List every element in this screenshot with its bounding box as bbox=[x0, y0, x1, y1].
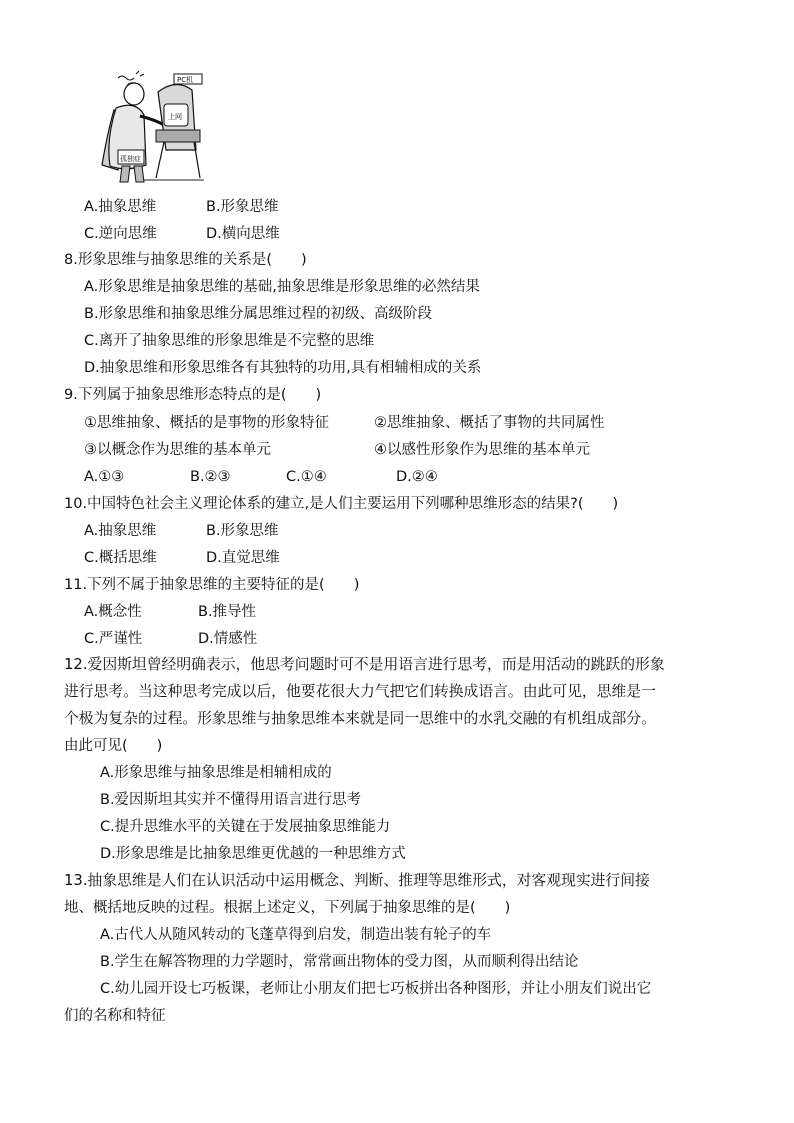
q12-option-c: C.提升思维水平的关键在于发展抽象思维能力 bbox=[100, 819, 391, 835]
q11-option-c: C.严谨性 bbox=[84, 631, 143, 647]
q11-option-a: A.概念性 bbox=[84, 604, 142, 620]
q13-option-b: B.学生在解答物理的力学题时，常常画出物体的受力图，从而顺利得出结论 bbox=[100, 954, 579, 970]
q12-stem-line4: 由此可见( ) bbox=[64, 738, 163, 754]
q9-item-3: ③以概念作为思维的基本单元 bbox=[84, 442, 271, 458]
q9-item-4: ④以感性形象作为思维的基本单元 bbox=[374, 442, 590, 458]
q9-item-1: ①思维抽象、概括的是事物的形象特征 bbox=[84, 415, 329, 431]
q7-options-row1 bbox=[84, 197, 279, 217]
q11-options-row2 bbox=[84, 629, 257, 649]
q7-option-a: A.抽象思维 bbox=[84, 199, 157, 215]
cartoon-illustration bbox=[96, 70, 206, 190]
q11-option-d: D.情感性 bbox=[198, 631, 258, 647]
q10-options-row2 bbox=[84, 548, 280, 568]
q13-stem-line1: 13.抽象思维是人们在认识活动中运用概念、判断、推理等思维形式，对客观现实进行间接 bbox=[64, 872, 650, 889]
q7-option-c: C.逆向思维 bbox=[84, 226, 157, 242]
q10-stem: 10.中国特色社会主义理论体系的建立,是人们主要运用下列哪种思维形态的结果?( ) bbox=[64, 496, 619, 512]
q7-option-d: D.横向思维 bbox=[206, 226, 280, 242]
q11-options-row1 bbox=[84, 602, 256, 622]
q9-option-b: B.②③ bbox=[190, 469, 231, 485]
q9-item-2: ②思维抽象、概括了事物的共同属性 bbox=[374, 415, 605, 431]
q12-option-d: D.形象思维是比抽象思维更优越的一种思维方式 bbox=[100, 846, 406, 862]
q8-option-c: C.离开了抽象思维的形象思维是不完整的思维 bbox=[84, 333, 375, 349]
q9-options-row bbox=[84, 467, 438, 487]
q11-option-b: B.推导性 bbox=[198, 604, 257, 620]
q9-items-row2 bbox=[84, 440, 590, 460]
q10-option-b: B.形象思维 bbox=[206, 523, 279, 539]
q10-option-a: A.抽象思维 bbox=[84, 523, 157, 539]
sign-label: PC机 bbox=[177, 76, 194, 84]
q9-items-row1 bbox=[84, 413, 605, 433]
q10-option-c: C.概括思维 bbox=[84, 550, 157, 566]
bag-label: 孤独症 bbox=[120, 155, 141, 163]
screen-label: 上网 bbox=[168, 113, 182, 121]
q7-options-row2 bbox=[84, 224, 280, 244]
q13-option-c-line1: C.幼儿园开设七巧板课，老师让小朋友们把七巧板拼出各种图形，并让小朋友们说出它 bbox=[100, 981, 652, 997]
q11-stem: 11.下列不属于抽象思维的主要特征的是( ) bbox=[64, 577, 360, 593]
q8-option-b: B.形象思维和抽象思维分属思维过程的初级、高级阶段 bbox=[84, 306, 433, 322]
q10-option-d: D.直觉思维 bbox=[206, 550, 280, 566]
q9-option-c: C.①④ bbox=[286, 469, 327, 485]
q12-option-a: A.形象思维与抽象思维是相辅相成的 bbox=[100, 765, 332, 781]
q12-option-b: B.爱因斯坦其实并不懂得用语言进行思考 bbox=[100, 792, 362, 808]
q9-option-a: A.①③ bbox=[84, 469, 125, 485]
q10-options-row1 bbox=[84, 521, 279, 541]
q12-stem-line1: 12.爱因斯坦曾经明确表示，他思考问题时可不是用语言进行思考，而是用活动的跳跃的形象 bbox=[64, 656, 665, 673]
q8-option-a: A.形象思维是抽象思维的基础,抽象思维是形象思维的必然结果 bbox=[84, 279, 480, 295]
q9-option-d: D.②④ bbox=[396, 469, 438, 485]
q12-stem-line3: 个极为复杂的过程。形象思维与抽象思维本来就是同一思维中的水乳交融的有机组成部分。 bbox=[64, 710, 656, 727]
q9-stem: 9.下列属于抽象思维形态特点的是( ) bbox=[64, 387, 322, 403]
q13-option-a: A.古代人从随风转动的飞蓬草得到启发，制造出装有轮子的车 bbox=[100, 927, 492, 943]
q8-stem: 8.形象思维与抽象思维的关系是( ) bbox=[64, 252, 307, 268]
q8-option-d: D.抽象思维和形象思维各有其独特的功用,具有相辅相成的关系 bbox=[84, 360, 482, 376]
q7-option-b: B.形象思维 bbox=[206, 199, 279, 215]
q13-option-c-line2: 们的名称和特征 bbox=[64, 1008, 166, 1024]
q13-stem-line2: 地、概括地反映的过程。根据上述定义，下列属于抽象思维的是( ) bbox=[64, 900, 511, 916]
q12-stem-line2: 进行思考。当这种思考完成以后，他要花很大力气把它们转换成语言。由此可见，思维是一 bbox=[64, 683, 656, 700]
